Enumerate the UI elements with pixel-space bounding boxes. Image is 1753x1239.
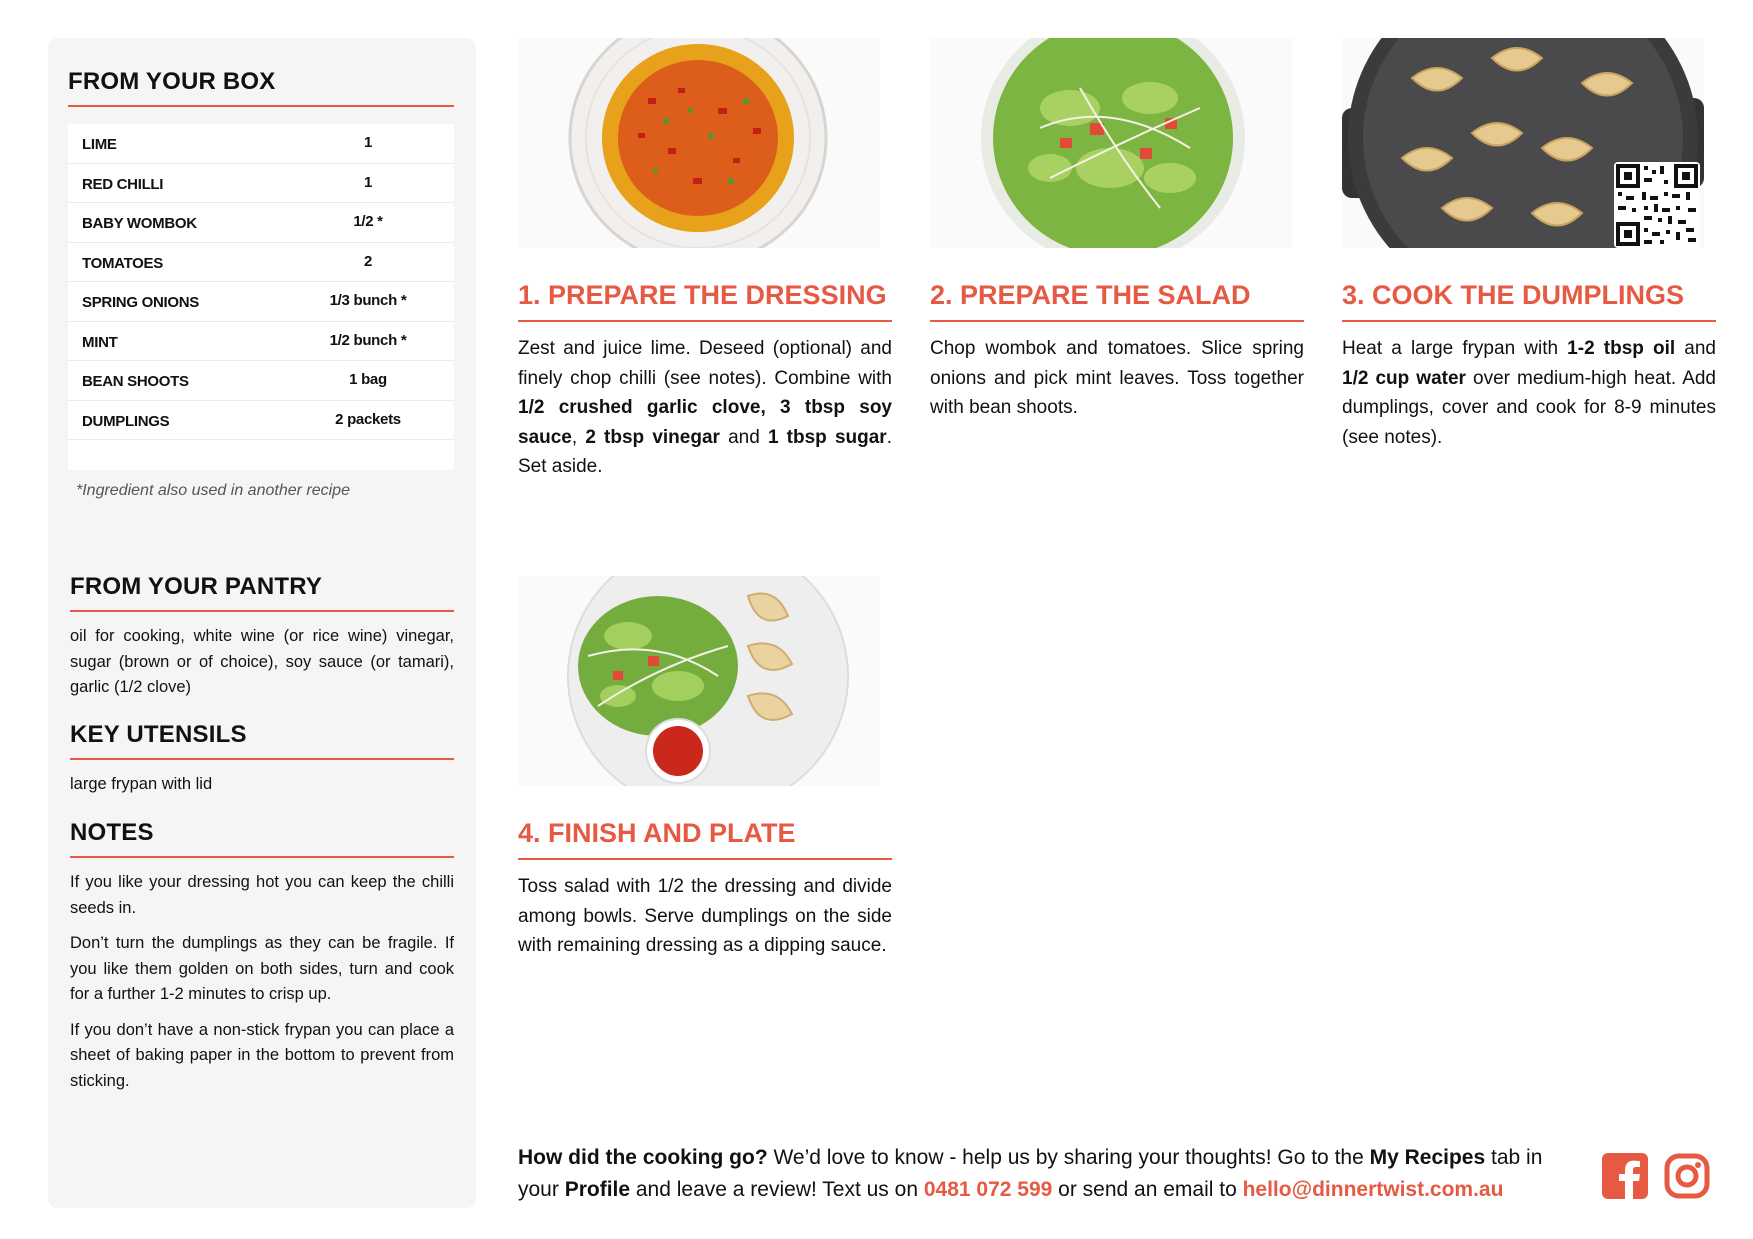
ingredient-qty: 2 — [363, 252, 373, 270]
text-run: We’d love to know - help us by sharing your thoughts! Go to the — [767, 1146, 1370, 1169]
bold-text: Profile — [564, 1178, 631, 1201]
text-run: Chop wombok and tomatoes. Slice spring onions and pick mint leaves. Toss together with bean shoots. — [930, 338, 1304, 418]
bold-text: My Recipes — [1369, 1146, 1486, 1169]
note-item: If you like your dressing hot you can keep the chilli seeds in. — [70, 873, 454, 917]
text-run: or send an email to — [1052, 1178, 1243, 1201]
ingredient-name: BEAN SHOOTS — [82, 373, 189, 390]
text-run: tab in your — [518, 1146, 1543, 1201]
step-3-text — [1342, 334, 1716, 452]
ingredients-table — [68, 124, 454, 470]
utensils-section — [70, 721, 454, 798]
qr-code-icon[interactable] — [1614, 162, 1700, 248]
bold-text: 2 tbsp vinegar — [585, 426, 720, 448]
step-1-title: 1. PREPARE THE DRESSING — [518, 280, 892, 322]
pantry-title: FROM YOUR PANTRY — [70, 573, 454, 612]
text-run: and leave a review! Text us on — [630, 1178, 924, 1201]
bold-text: 1/2 cup water — [1342, 367, 1466, 389]
ingredient-footnote: *Ingredient also used in another recipe — [76, 482, 350, 499]
utensils-text: large frypan with lid — [70, 775, 213, 793]
step-2-text — [930, 334, 1304, 423]
notes-section — [70, 819, 454, 1104]
ingredient-qty: 1/2 * — [353, 213, 383, 230]
ingredient-name: LIME — [82, 136, 117, 153]
feedback-footer — [518, 1142, 1578, 1206]
ingredient-name: SPRING ONIONS — [82, 294, 199, 311]
contact-link[interactable]: hello@dinnertwist.com.au — [1242, 1178, 1504, 1201]
step-4-text — [518, 872, 892, 961]
ingredient-qty: 1/2 bunch * — [329, 331, 407, 349]
plated-dish-image — [518, 576, 880, 786]
pantry-text: oil for cooking, white wine (or rice wine) vinegar, sugar (brown or of choice), soy sauce (or tamari), garlic (1/2 clove) — [70, 627, 454, 696]
ingredient-name: BABY WOMBOK — [82, 215, 197, 232]
facebook-icon[interactable] — [1602, 1153, 1648, 1204]
ingredient-qty: 1 bag — [349, 371, 387, 388]
salad-bowl-image — [930, 38, 1292, 248]
text-run: over medium-high heat. Add dumplings, cover and cook for 8-9 minutes (see notes). — [1342, 367, 1716, 448]
text-run: . Set aside. — [518, 426, 892, 477]
ingredient-name: DUMPLINGS — [82, 412, 170, 430]
table-row — [68, 243, 454, 283]
table-row — [68, 282, 454, 322]
note-item: If you don’t have a non-stick frypan you can place a sheet of baking paper in the bottom to prevent from sticking. — [70, 1020, 454, 1090]
text-run: , — [571, 426, 586, 448]
note-item: Don’t turn the dumplings as they can be fragile. If you like them golden on both sides, turn and cook for a further 1-2 minutes to crisp up. — [70, 934, 454, 1003]
bold-text: 1/2 crushed garlic clove, 3 tbsp soy sauce — [518, 397, 892, 448]
ingredient-name: TOMATOES — [82, 254, 163, 272]
ingredients-sidebar — [48, 38, 476, 1208]
step-4-title: 4. FINISH AND PLATE — [518, 818, 892, 860]
bold-text: 1-2 tbsp oil — [1567, 338, 1676, 359]
pantry-section — [70, 573, 454, 701]
utensils-title: KEY UTENSILS — [70, 721, 454, 760]
table-row — [68, 361, 454, 401]
ingredient-qty: 2 packets — [335, 410, 401, 428]
ingredient-qty: 1 — [363, 173, 373, 191]
table-row — [68, 401, 454, 441]
table-row — [68, 322, 454, 362]
notes-title: NOTES — [70, 819, 454, 858]
ingredient-qty: 1/3 bunch * — [329, 292, 407, 309]
text-run: Heat a large frypan with — [1342, 338, 1568, 359]
step-1-text — [518, 334, 892, 482]
text-run: and — [1675, 338, 1716, 359]
text-run: Zest and juice lime. Deseed (optional) and finely chop chilli (see notes). Combine with — [518, 338, 892, 389]
dressing-bowl-image — [518, 38, 880, 248]
table-row — [68, 203, 454, 243]
ingredient-qty: 1 — [363, 134, 373, 151]
ingredient-name: MINT — [82, 333, 118, 351]
text-run: and — [719, 426, 768, 448]
ingredient-name: RED CHILLI — [82, 175, 164, 193]
step-3-title: 3. COOK THE DUMPLINGS — [1342, 280, 1716, 322]
from-box-title: FROM YOUR BOX — [68, 68, 454, 107]
table-row — [68, 124, 454, 164]
text-run: Toss salad with 1/2 the dressing and divide among bowls. Serve dumplings on the side with remaining dressing as a dipping sauce. — [518, 876, 892, 956]
contact-link[interactable]: 0481 072 599 — [923, 1178, 1053, 1201]
bold-text: How did the cooking go? — [518, 1146, 768, 1169]
step-2-title: 2. PREPARE THE SALAD — [930, 280, 1304, 322]
bold-text: 1 tbsp sugar — [767, 426, 887, 448]
table-row — [68, 164, 454, 204]
instagram-icon[interactable] — [1664, 1153, 1710, 1204]
